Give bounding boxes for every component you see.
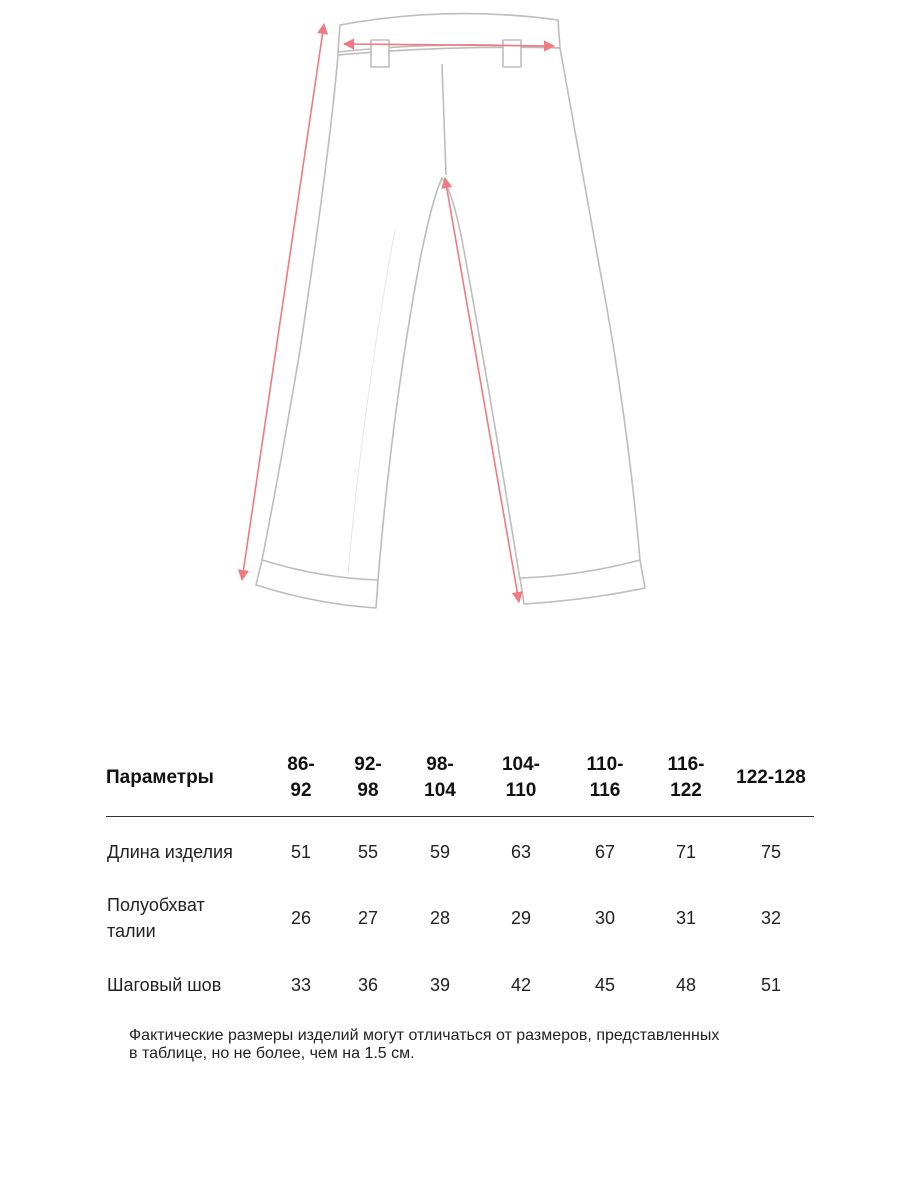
measurement-arrows (242, 24, 554, 602)
table-cell: 51 (760, 975, 782, 995)
table-row (106, 884, 814, 952)
table-cell: 48 (675, 975, 697, 995)
size-header: 122-128 (728, 752, 814, 817)
table-cell: 75 (760, 842, 782, 862)
table-cell: 45 (594, 975, 616, 995)
table-cell: 30 (594, 908, 616, 928)
table-cell: 39 (429, 975, 451, 995)
table-cell: 26 (290, 908, 312, 928)
table-cell: 63 (510, 842, 532, 862)
size-header: 110- 116 (566, 752, 644, 817)
row-label: Полуобхват талии (107, 895, 205, 941)
parameters-header: Параметры (106, 752, 270, 817)
inseam-measure-arrow (445, 178, 519, 602)
size-header: 116- 122 (644, 752, 728, 817)
table-cell: 28 (429, 908, 451, 928)
table-cell: 55 (357, 842, 379, 862)
table-cell: 67 (594, 842, 616, 862)
table-cell: 36 (357, 975, 379, 995)
table-cell: 31 (675, 908, 697, 928)
table-cell: 29 (510, 908, 532, 928)
row-label: Шаговый шов (107, 975, 222, 995)
table-cell: 27 (357, 908, 379, 928)
table-cell: 51 (290, 842, 312, 862)
length-measure-arrow (242, 24, 324, 580)
size-chart-table (106, 752, 814, 1018)
size-header: 98- 104 (404, 752, 476, 817)
table-cell: 32 (760, 908, 782, 928)
table-cell: 71 (675, 842, 697, 862)
table-cell: 59 (429, 842, 451, 862)
table-row (106, 817, 814, 885)
size-header: 104- 110 (476, 752, 566, 817)
table-row (106, 952, 814, 1018)
table-cell: 33 (290, 975, 312, 995)
size-header: 86- 92 (270, 752, 332, 817)
table-header-row (106, 752, 814, 817)
table-cell: 42 (510, 975, 532, 995)
size-disclaimer-note: Фактические размеры изделий могут отличаться от размеров, представленных в таблице, но не более, чем на 1.5 см. (129, 1027, 720, 1062)
row-label: Длина изделия (107, 842, 233, 862)
pants-outline (256, 14, 645, 608)
size-header: 92- 98 (332, 752, 404, 817)
